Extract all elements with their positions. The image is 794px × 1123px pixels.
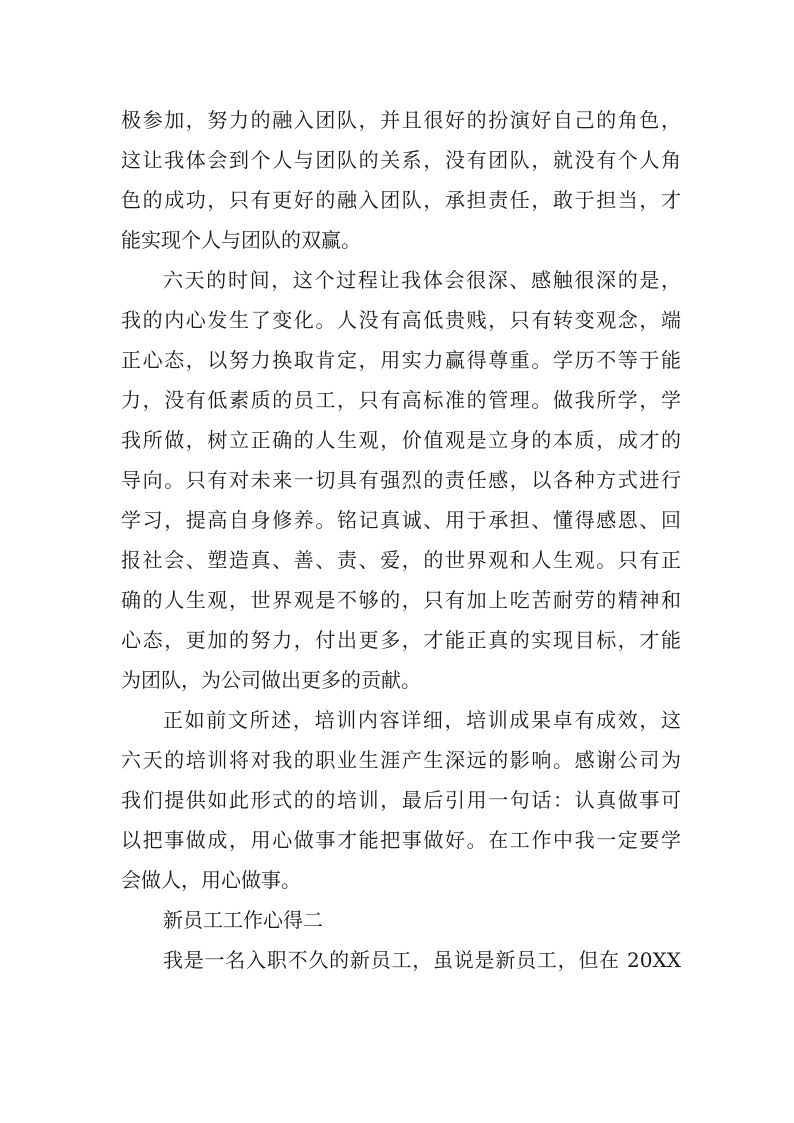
paragraph-line: 我们提供如此形式的的培训，最后引用一句话：认真做事可 (121, 788, 681, 812)
paragraph-line: 正心态，以努力换取肯定，用实力赢得尊重。学历不等于能 (121, 348, 681, 372)
paragraph-line: 力，没有低素质的员工，只有高标准的管理。做我所学，学 (121, 388, 681, 412)
paragraph-line: 极参加，努力的融入团队，并且很好的扮演好自己的角色， (121, 108, 681, 132)
paragraph-line: 我是一名入职不久的新员工，虽说是新员工，但在 20XX (163, 948, 681, 972)
paragraph-line: 六天的培训将对我的职业生涯产生深远的影响。感谢公司为 (121, 748, 681, 772)
document-body (121, 100, 681, 980)
paragraph-line: 这让我体会到个人与团队的关系，没有团队，就没有个人角 (121, 148, 681, 172)
paragraph-line: 我所做，树立正确的人生观，价值观是立身的本质，成才的 (121, 428, 681, 452)
paragraph-line: 色的成功，只有更好的融入团队，承担责任，敢于担当，才 (121, 188, 681, 212)
paragraph-line: 学习，提高自身修养。铭记真诚、用于承担、懂得感恩、回 (121, 508, 681, 532)
paragraph-line: 报社会、塑造真、善、责、爱，的世界观和人生观。只有正 (121, 548, 681, 572)
paragraph-line: 能实现个人与团队的双赢。 (121, 228, 361, 252)
paragraph-line: 为团队，为公司做出更多的贡献。 (121, 668, 421, 692)
paragraph-line: 以把事做成，用心做事才能把事做好。在工作中我一定要学 (121, 828, 681, 852)
paragraph-line: 六天的时间，这个过程让我体会很深、感触很深的是， (163, 268, 681, 292)
paragraph-line: 确的人生观，世界观是不够的，只有加上吃苦耐劳的精神和 (121, 588, 681, 612)
paragraph-line: 我的内心发生了变化。人没有高低贵贱，只有转变观念，端 (121, 308, 681, 332)
section-heading: 新员工工作心得二 (163, 908, 323, 932)
paragraph-line: 导向。只有对未来一切具有强烈的责任感，以各种方式进行 (121, 468, 681, 492)
paragraph-line: 正如前文所述，培训内容详细，培训成果卓有成效，这 (163, 708, 681, 732)
paragraph-line: 会做人，用心做事。 (121, 868, 301, 892)
paragraph-line: 心态，更加的努力，付出更多，才能正真的实现目标，才能 (121, 628, 681, 652)
